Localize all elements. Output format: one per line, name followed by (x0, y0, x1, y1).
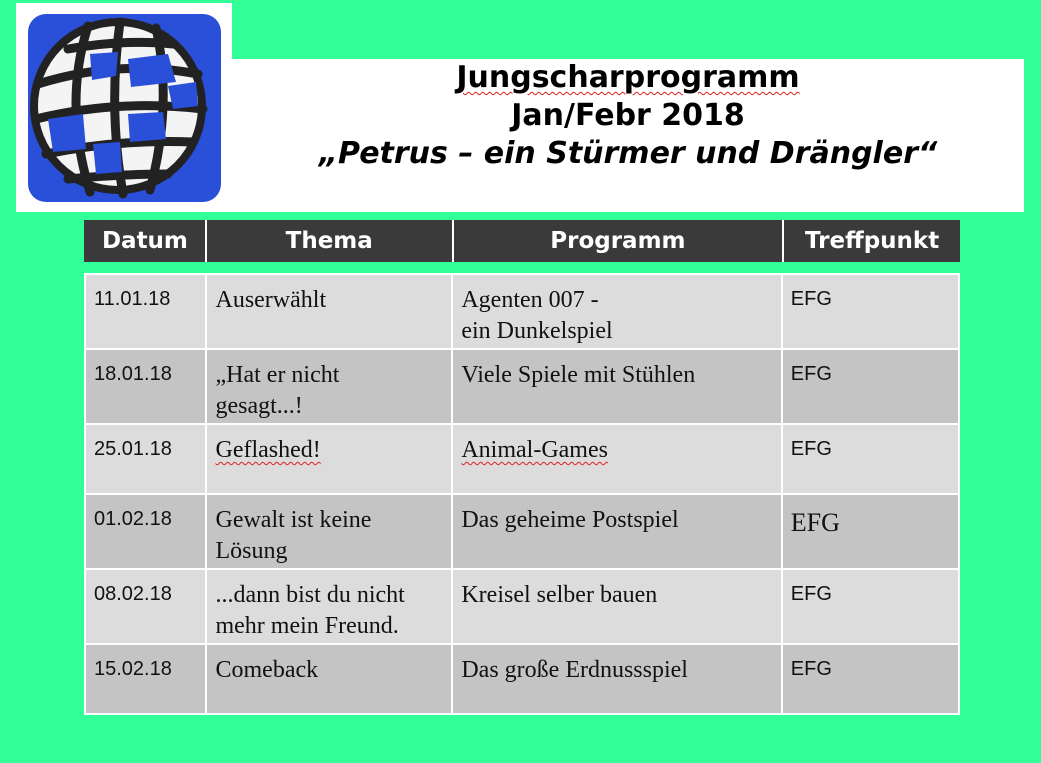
header-programm: Programm (454, 220, 785, 262)
title-period: Jan/Febr 2018 (511, 98, 745, 133)
header-treffpunkt: Treffpunkt (804, 228, 940, 254)
cell-programm: Das große Erdnussspiel (453, 645, 782, 713)
cell-datum: 08.02.18 (86, 570, 207, 643)
schedule-table (84, 220, 960, 715)
cell-datum: 11.01.18 (86, 275, 207, 348)
title-main: Jungscharprogramm (456, 60, 800, 95)
cell-programm: Agenten 007 - ein Dunkelspiel (453, 275, 782, 348)
cell-treffpunkt: EFG (790, 438, 832, 460)
table-row (86, 350, 958, 425)
cell-programm: Das geheime Postspiel (453, 495, 782, 568)
globe-icon (28, 14, 221, 202)
cell-programm: Kreisel selber bauen (453, 570, 782, 643)
cell-programm: Animal-Games (453, 425, 782, 493)
cell-thema: Gewalt ist keine Lösung (207, 495, 453, 568)
cell-thema: Comeback (207, 645, 453, 713)
cell-treffpunkt: EFG (790, 508, 840, 537)
header-thema: Thema (207, 220, 454, 262)
cell-datum: 01.02.18 (86, 495, 207, 568)
logo-panel (16, 3, 232, 212)
cell-thema: Auserwählt (207, 275, 453, 348)
cell-datum: 15.02.18 (86, 645, 207, 713)
table-row (86, 275, 958, 350)
table-body (84, 273, 960, 715)
cell-programm: Viele Spiele mit Stühlen (453, 350, 782, 423)
table-row (86, 495, 958, 570)
table-row (86, 425, 958, 495)
cell-treffpunkt: EFG (790, 658, 832, 680)
cell-treffpunkt: EFG (790, 288, 832, 310)
cell-datum: 18.01.18 (86, 350, 207, 423)
table-row (86, 570, 958, 645)
title-panel (232, 59, 1024, 212)
table-header (84, 220, 960, 262)
table-row (86, 645, 958, 713)
cell-thema: Geflashed! (207, 425, 453, 493)
cell-datum: 25.01.18 (86, 425, 207, 493)
cell-thema: ...dann bist du nicht mehr mein Freund. (207, 570, 453, 643)
title-theme: „Petrus – ein Stürmer und Drängler“ (318, 136, 938, 171)
header-datum: Datum (85, 220, 207, 262)
cell-thema: „Hat er nicht gesagt...! (207, 350, 453, 423)
cell-treffpunkt: EFG (790, 583, 832, 605)
cell-treffpunkt: EFG (790, 363, 832, 385)
